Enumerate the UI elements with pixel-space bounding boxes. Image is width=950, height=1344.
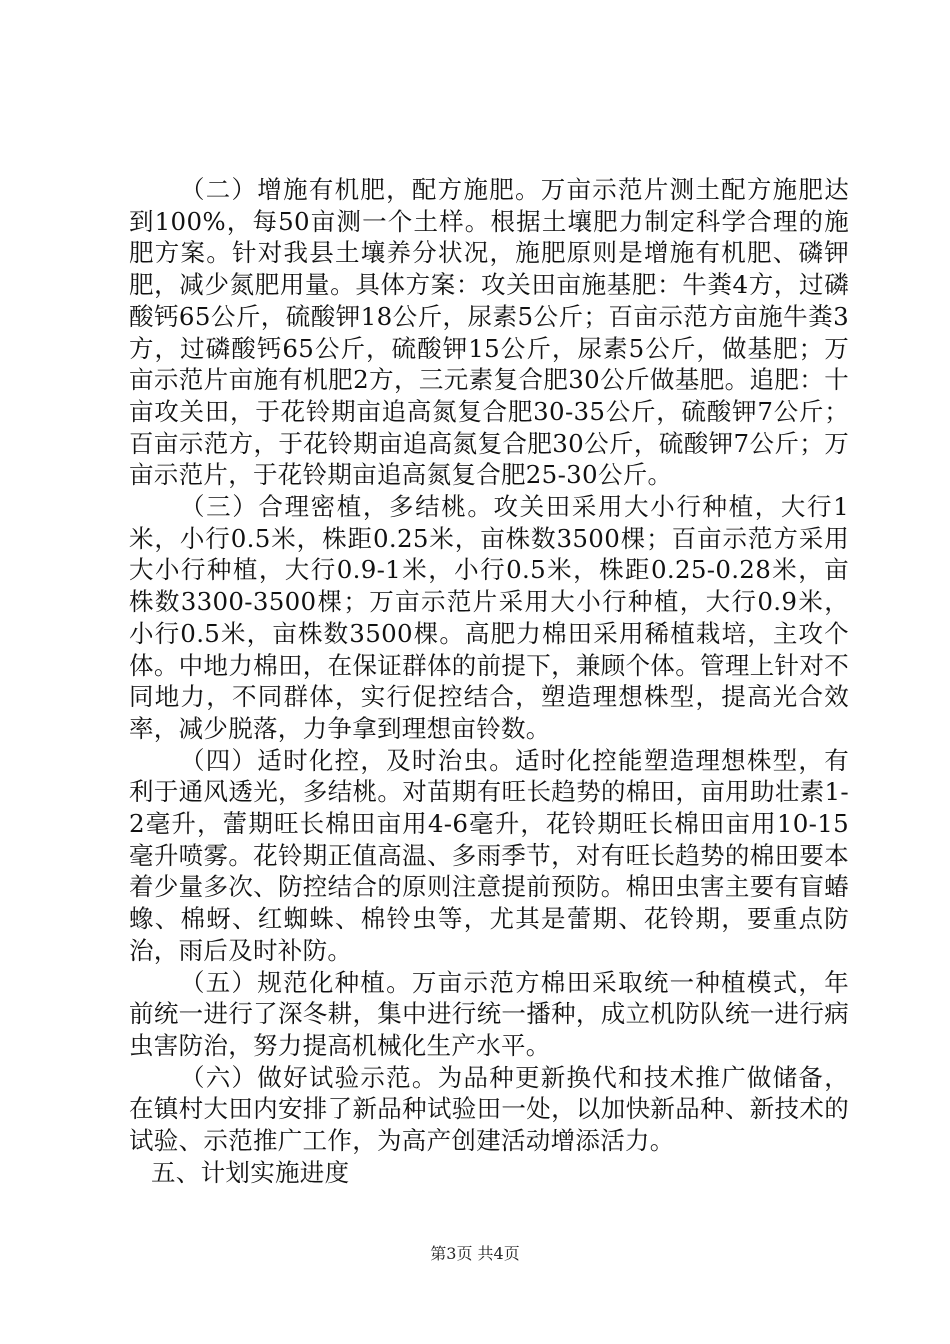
page-number-footer: 第3页 共4页: [430, 1244, 520, 1263]
paragraph-standardized-planting: （五）规范化种植。万亩示范方棉田采取统一种植模式，年前统一进行了深冬耕，集中进行统一播种，成立机防队统一进行病虫害防治，努力提高机械化生产水平。: [129, 967, 849, 1060]
paragraph-trial-demonstration: （六）做好试验示范。为品种更新换代和技术推广做储备，在镇村大田内安排了新品种试验田一处，以加快新品种、新技术的试验、示范推广工作，为高产创建活动增添活力。: [129, 1062, 849, 1156]
paragraph-chemical-control: （四）适时化控，及时治虫。适时化控能塑造理想株型，有利于通风透光，多结桃。对苗期有旺长趋势的棉田，亩用助壮素1-2毫升，蕾期旺长棉田亩用4-6毫升，花铃期旺长棉田亩用10-15毫升喷雾。花铃期正值高温、多雨季节，对有旺长趋势的棉田要本着少量多次、防控结合的原则注意提前预防。棉田虫害主要有盲蝽蟓、棉蚜、红蜘蛛、棉铃虫等，尤其是蕾期、花铃期，要重点防治，雨后及时补防。: [129, 745, 849, 965]
section-heading: 五、计划实施进度: [151, 1157, 350, 1187]
paragraph-organic-fertilizer: （二）增施有机肥，配方施肥。万亩示范片测土配方施肥达到100%，每50亩测一个土样。根据土壤肥力制定科学合理的施肥方案。针对我县土壤养分状况，施肥原则是增施有机肥、磷钾肥，减少氮肥用量。具体方案：攻关田亩施基肥：牛粪4方，过磷酸钙65公斤，硫酸钾18公斤，尿素5公斤；百亩示范方亩施牛粪3方，过磷酸钙65公斤，硫酸钾15公斤，尿素5公斤，做基肥；万亩示范片亩施有机肥2方，三元素复合肥30公斤做基肥。追肥：十亩攻关田，于花铃期亩追高氮复合肥30-35公斤，硫酸钾7公斤；百亩示范方，于花铃期亩追高氮复合肥30公斤，硫酸钾7公斤；万亩示范片，于花铃期亩追高氮复合肥25-30公斤。: [129, 175, 849, 490]
document-body: [129, 174, 849, 1189]
paragraph-dense-planting: （三）合理密植，多结桃。攻关田采用大小行种植，大行1米，小行0.5米，株距0.25米，亩株数3500棵；百亩示范方采用大小行种植，大行0.9-1米，小行0.5米，株距0.25-0.28米，亩株数3300-3500棵；万亩示范片采用大小行种植，大行0.9米，小行0.5米，亩株数3500棵。高肥力棉田采用稀植栽培，主攻个体。中地力棉田，在保证群体的前提下，兼顾个体。管理上针对不同地力，不同群体，实行促控结合，塑造理想株型，提高光合效率，减少脱落，力争拿到理想亩铃数。: [129, 492, 849, 743]
